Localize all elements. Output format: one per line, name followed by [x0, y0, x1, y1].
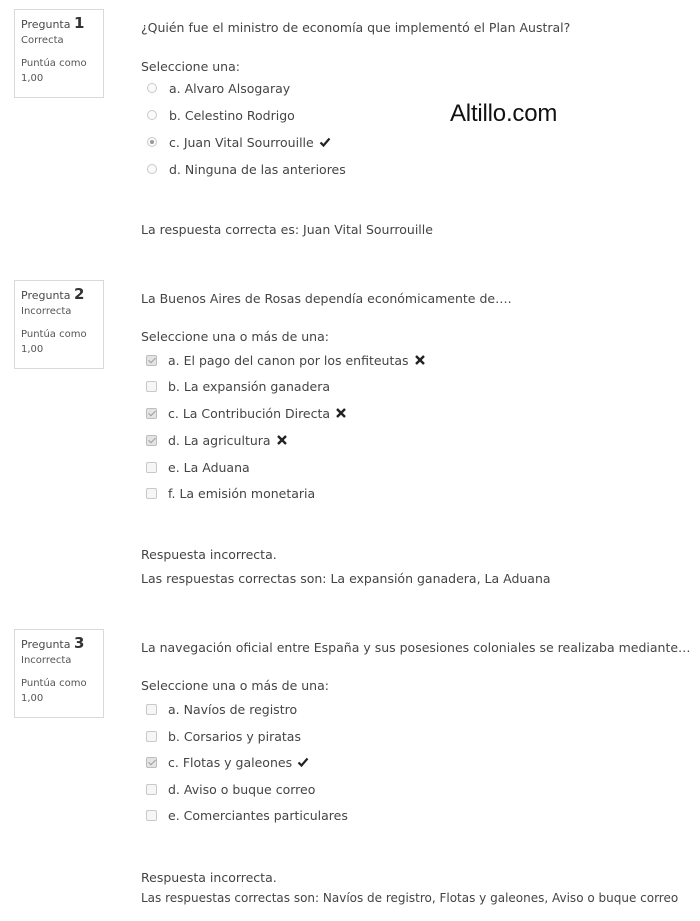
question-grade — [21, 327, 103, 357]
checkbox-checked[interactable] — [146, 757, 157, 768]
answer-option[interactable] — [141, 483, 681, 505]
question-text: ¿Quién fue el ministro de economía que implementó el Plan Austral? — [141, 20, 571, 35]
watermark: Altillo.com — [450, 100, 558, 127]
checkbox[interactable] — [146, 488, 157, 499]
answer-label: d. Ninguna de las anteriores — [169, 161, 346, 177]
answer-option[interactable] — [141, 430, 681, 452]
question-label: Pregunta — [21, 638, 71, 651]
answer-label: f. La emisión monetaria — [168, 485, 316, 501]
question-label: Pregunta — [21, 18, 71, 31]
answer-option[interactable] — [141, 805, 681, 827]
grade-label: Puntúa como — [21, 678, 87, 689]
check-icon — [297, 756, 309, 768]
checkbox[interactable] — [146, 381, 157, 392]
answer-prompt: Seleccione una o más de una: — [141, 678, 329, 693]
checkbox-checked[interactable] — [146, 408, 157, 419]
answer-label: c. Juan Vital Sourrouille — [169, 134, 314, 150]
question-number: 3 — [73, 634, 85, 652]
answer-label: e. Comerciantes particulares — [168, 807, 348, 823]
answer-prompt: Seleccione una: — [141, 59, 240, 74]
question-number-line — [21, 287, 103, 303]
answer-label: a. El pago del canon por los enfiteutas — [168, 352, 409, 368]
answer-option[interactable] — [141, 779, 681, 801]
answer-option[interactable] — [141, 159, 681, 181]
answer-label: c. La Contribución Directa — [168, 405, 331, 421]
cross-icon — [414, 354, 426, 366]
question-info — [14, 280, 104, 369]
feedback-right-answer: Las respuestas correctas son: La expansión ganadera, La Aduana — [141, 571, 551, 586]
answer-label: c. Flotas y galeones — [168, 754, 293, 770]
question-grade — [21, 676, 103, 706]
question-state: Incorrecta — [21, 306, 72, 317]
answer-option[interactable] — [141, 752, 681, 774]
checkbox[interactable] — [146, 462, 157, 473]
grade-value: 1,00 — [21, 344, 44, 355]
answer-label: a. Navíos de registro — [168, 701, 298, 717]
question-number-line — [21, 636, 103, 652]
checkbox[interactable] — [146, 731, 157, 742]
answer-option[interactable] — [141, 457, 681, 479]
feedback-right-answer: Las respuestas correctas son: Navíos de registro, Flotas y galeones, Aviso o buque correo — [141, 891, 679, 905]
checkbox[interactable] — [146, 784, 157, 795]
feedback-status: Respuesta incorrecta. — [141, 870, 277, 885]
question-text: La navegación oficial entre España y sus posesiones coloniales se realizaba mediante… — [141, 640, 691, 655]
answer-option[interactable] — [141, 726, 681, 748]
radio-button[interactable] — [147, 110, 157, 120]
answer-option[interactable] — [141, 132, 681, 154]
answer-label: b. La expansión ganadera — [168, 378, 330, 394]
question-info — [14, 629, 104, 718]
question-number: 1 — [73, 14, 85, 32]
answer-label: d. Aviso o buque correo — [168, 781, 316, 797]
question-state: Incorrecta — [21, 655, 72, 666]
feedback-status: Respuesta incorrecta. — [141, 547, 277, 562]
answer-option[interactable] — [141, 78, 681, 100]
radio-button-selected[interactable] — [147, 137, 157, 147]
question-label: Pregunta — [21, 289, 71, 302]
answer-prompt: Seleccione una o más de una: — [141, 329, 329, 344]
question-grade — [21, 56, 103, 86]
radio-button[interactable] — [147, 164, 157, 174]
question-number-line — [21, 16, 103, 32]
question-number: 2 — [73, 285, 85, 303]
answer-label: b. Celestino Rodrigo — [169, 107, 295, 123]
answer-option[interactable] — [141, 699, 681, 721]
checkbox[interactable] — [146, 810, 157, 821]
answer-label: e. La Aduana — [168, 459, 250, 475]
checkbox[interactable] — [146, 704, 157, 715]
grade-label: Puntúa como — [21, 329, 87, 340]
checkbox-checked[interactable] — [146, 435, 157, 446]
answer-label: b. Corsarios y piratas — [168, 728, 301, 744]
checkbox-checked[interactable] — [146, 355, 157, 366]
answer-label: a. Alvaro Alsogaray — [169, 80, 291, 96]
answer-option[interactable] — [141, 376, 681, 398]
answer-option[interactable] — [141, 403, 681, 425]
radio-button[interactable] — [147, 83, 157, 93]
grade-value: 1,00 — [21, 73, 44, 84]
question-info — [14, 9, 104, 98]
cross-icon — [335, 407, 347, 419]
grade-value: 1,00 — [21, 693, 44, 704]
check-icon — [319, 136, 331, 148]
grade-label: Puntúa como — [21, 58, 87, 69]
cross-icon — [276, 434, 288, 446]
question-text: La Buenos Aires de Rosas dependía económicamente de…. — [141, 291, 512, 306]
question-state: Correcta — [21, 35, 64, 46]
answer-label: d. La agricultura — [168, 432, 271, 448]
answer-option[interactable] — [141, 105, 681, 127]
answer-option[interactable] — [141, 350, 681, 372]
feedback-right-answer: La respuesta correcta es: Juan Vital Sourrouille — [141, 222, 433, 237]
